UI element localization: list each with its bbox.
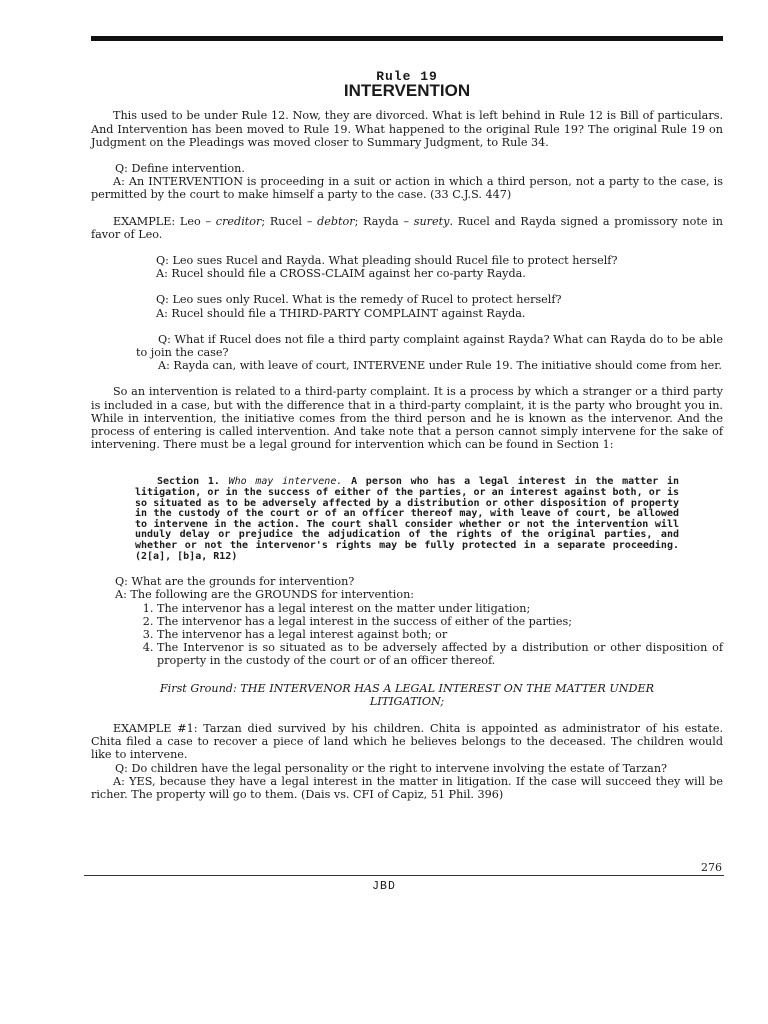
top-rule-bar [91, 36, 723, 41]
debtor-term: debtor [317, 214, 355, 228]
intro-paragraph: This used to be under Rule 12. Now, they are divorced. What is left behind in Rule 12 is Bill of particulars. And Intervention has been moved to Rule 19. What happened to the original Rule 19? The original Rule 19 on Judgment on the Pleadings was moved closer to Summary Judgment, to Rule 34. [91, 109, 723, 149]
page-title: INTERVENTION [343, 81, 471, 101]
creditor-term: creditor [215, 214, 262, 228]
children-question: Q: Do children have the legal personality or the right to intervene involving the estate of Tarzan? [115, 761, 668, 775]
explanation-paragraph: So an intervention is related to a third-party complaint. It is a process by which a stranger or a third party is included in a case, but with the difference that in a third-party complaint, it is the party who brought you in. While in intervention, the initiative comes from the third person and he is known as the intervenor. And the process of entering is called intervention. And take note that a person cannot simply intervene for the sake of intervening. There must be a legal ground for intervention which can be found in Section 1: [91, 385, 723, 452]
footer-divider [84, 875, 724, 876]
grounds-list [91, 602, 723, 668]
first-ground-heading: First Ground: THE INTERVENOR HAS A LEGAL INTEREST ON THE MATTER UNDER LITIGATION; [159, 681, 655, 708]
qa-third-party-complaint [156, 293, 723, 319]
question: Q: Leo sues Rucel and Rayda. What pleading should Rucel file to protect herself? [156, 254, 618, 268]
section-1-quote: Section 1. Who may intervene. A person who has a legal interest in the matter in litigation, or in the success of either of the parties, or an interest against both, or is so situated as to be adversely affected by a distribution or other disposition of property in the custody of the court or of an officer thereof may, with leave of court, be allowed to intervene in the action. The court shall consider whether or not the intervention will unduly delay or prejudice the adjudication of the rights of the original parties, and whether or not the intervenor's rights may be fully protected in a separate proceeding. (2[a], [b]a, R12) [135, 476, 679, 562]
question: Q: What if Rucel does not file a third party complaint against Rayda? What can Rayda do to be able to join the case? [136, 332, 723, 360]
qa-cross-claim [156, 254, 723, 280]
define-question: Q: Define intervention. [115, 162, 245, 176]
answer: A: Rayda can, with leave of court, INTERVENE under Rule 19. The initiative should come from her. [158, 359, 722, 373]
qa-intervene [136, 333, 723, 373]
rule-number: Rule 19 [376, 69, 438, 84]
example-1-paragraph: EXAMPLE #1: Tarzan died survived by his children. Chita is appointed as administrator of his estate. Chita filed a case to recover a piece of land which he believes belongs to the deceased. The children would like to intervene. [91, 722, 723, 762]
page-number: 276 [701, 861, 722, 874]
list-item: 3. The intervenor has a legal interest against both; or [157, 628, 723, 641]
section-title: Who may intervene. [228, 476, 343, 488]
grounds-answer: A: The following are the GROUNDS for intervention: [115, 588, 415, 602]
footer-initials: JBD [372, 880, 396, 893]
define-answer: A: An INTERVENTION is proceeding in a suit or action in which a third person, not a party to the case, is permitted by the court to make himself a party to the case. (33 C.J.S. 447) [91, 175, 723, 202]
list-item: 2. The intervenor has a legal interest in the success of either of the parties; [157, 615, 723, 628]
list-item: 1. The intervenor has a legal interest on the matter under litigation; [157, 602, 723, 615]
example-paragraph: EXAMPLE: Leo – creditor; Rucel – debtor; Rayda – surety. Rucel and Rayda signed a promissory note in favor of Leo. [91, 214, 723, 241]
surety-term: surety [413, 214, 450, 228]
grounds-question: Q: What are the grounds for intervention? [115, 575, 355, 589]
question: Q: Leo sues only Rucel. What is the remedy of Rucel to protect herself? [156, 293, 562, 307]
answer: A: Rucel should file a CROSS-CLAIM against her co-party Rayda. [156, 267, 526, 281]
answer: A: Rucel should file a THIRD-PARTY COMPLAINT against Rayda. [156, 306, 526, 320]
list-item: 4. The Intervenor is so situated as to be adversely affected by a distribution or other disposition of property in the custody of the court or of an officer thereof. [157, 641, 723, 667]
children-answer: A: YES, because they have a legal interest in the matter in litigation. If the case will succeed they will be richer. The property will go to them. (Dais vs. CFI of Capiz, 51 Phil. 396) [91, 774, 723, 802]
page-body [91, 70, 723, 801]
